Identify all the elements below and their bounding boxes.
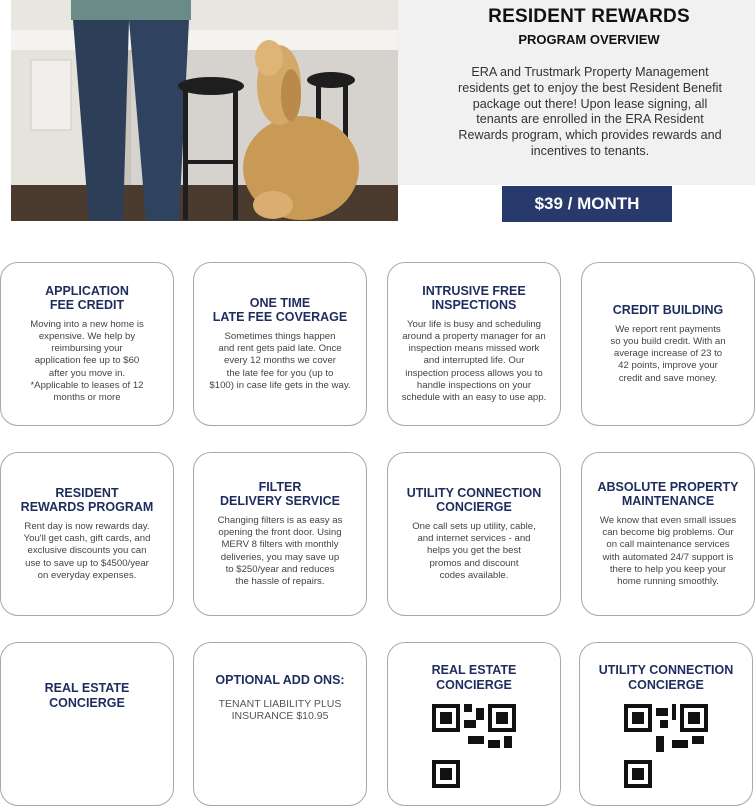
card-utility-connection-concierge <box>387 452 561 616</box>
card-body: Changing filters is as easy as opening the front door. Using MERV 8 filters with monthly deliveries, you may save up to $250/year and reduces the hassle of repairs. <box>217 514 343 587</box>
card-title: APPLICATION FEE CREDIT <box>45 283 129 313</box>
card-late-fee-coverage <box>193 262 367 426</box>
card-body: We report rent payments so you build credit. With an average increase of 23 to 42 points, improve your credit and save money. <box>610 323 726 384</box>
card-title: FILTER DELIVERY SERVICE <box>220 479 340 509</box>
card-title: UTILITY CONNECTION CONCIERGE <box>598 663 734 692</box>
card-utility-connection-concierge-qr <box>579 642 753 806</box>
card-body: We know that even small issues can become big problems. Our on call maintenance services with automated 24/7 support is there to help you keep your home running smoothly. <box>599 514 737 587</box>
card-title: REAL ESTATE CONCIERGE <box>44 681 130 710</box>
card-filter-delivery-service <box>193 452 367 616</box>
card-real-estate-concierge-qr <box>387 642 561 806</box>
card-body: Moving into a new home is expensive. We help by reimbursing your application fee up to $60 after you move in. *Applicable to leases of 12 months or more <box>30 318 144 403</box>
card-credit-building <box>581 262 755 426</box>
kitchen-dog-illustration <box>11 0 398 221</box>
card-real-estate-concierge <box>0 642 174 806</box>
card-application-fee-credit <box>0 262 174 426</box>
card-title: INTRUSIVE FREE INSPECTIONS <box>422 283 526 313</box>
card-body: TENANT LIABILITY PLUS INSURANCE $10.95 <box>218 697 342 722</box>
card-title: UTILITY CONNECTION CONCIERGE <box>406 485 542 515</box>
card-optional-add-ons <box>193 642 367 806</box>
card-absolute-property-maintenance <box>581 452 755 616</box>
card-title: ONE TIME LATE FEE COVERAGE <box>212 295 348 325</box>
card-title: OPTIONAL ADD ONS: <box>215 673 345 687</box>
card-intrusive-free-inspections <box>387 262 561 426</box>
card-resident-rewards-program <box>0 452 174 616</box>
card-body: Sometimes things happen and rent gets paid late. Once every 12 months we cover the late fee for you (up to $100) in case life gets in the way. <box>209 330 351 391</box>
card-title: ABSOLUTE PROPERTY MAINTENANCE <box>597 479 739 509</box>
card-body: Rent day is now rewards day. You'll get cash, gift cards, and exclusive discounts you can use to save up to $4500/year on everyday expenses. <box>23 520 151 581</box>
card-title: CREDIT BUILDING <box>612 303 724 318</box>
card-body: One call sets up utility, cable, and internet services - and helps you get the best promos and discount codes available. <box>412 520 536 581</box>
card-title: REAL ESTATE CONCIERGE <box>431 663 517 692</box>
qr-code-icon[interactable] <box>432 704 516 788</box>
page-subtitle: PROGRAM OVERVIEW <box>518 32 660 47</box>
page-title: RESIDENT REWARDS <box>488 6 690 27</box>
price-badge: $39 / MONTH <box>502 186 672 222</box>
hero-photo <box>11 0 398 221</box>
qr-code-icon[interactable] <box>624 704 708 788</box>
card-body: Your life is busy and scheduling around a property manager for an inspection means missed work and interrupted life. Our inspection process allows you to handle inspections on your schedule with an easy to use app. <box>401 318 547 403</box>
card-title: RESIDENT REWARDS PROGRAM <box>20 485 154 515</box>
intro-text: ERA and Trustmark Property Management residents get to enjoy the best Resident Benefit package out there! Upon lease signing, all tenants are enrolled in the ERA Resident Rewards program, which provides rewards and incentives to tenants. <box>458 65 722 158</box>
